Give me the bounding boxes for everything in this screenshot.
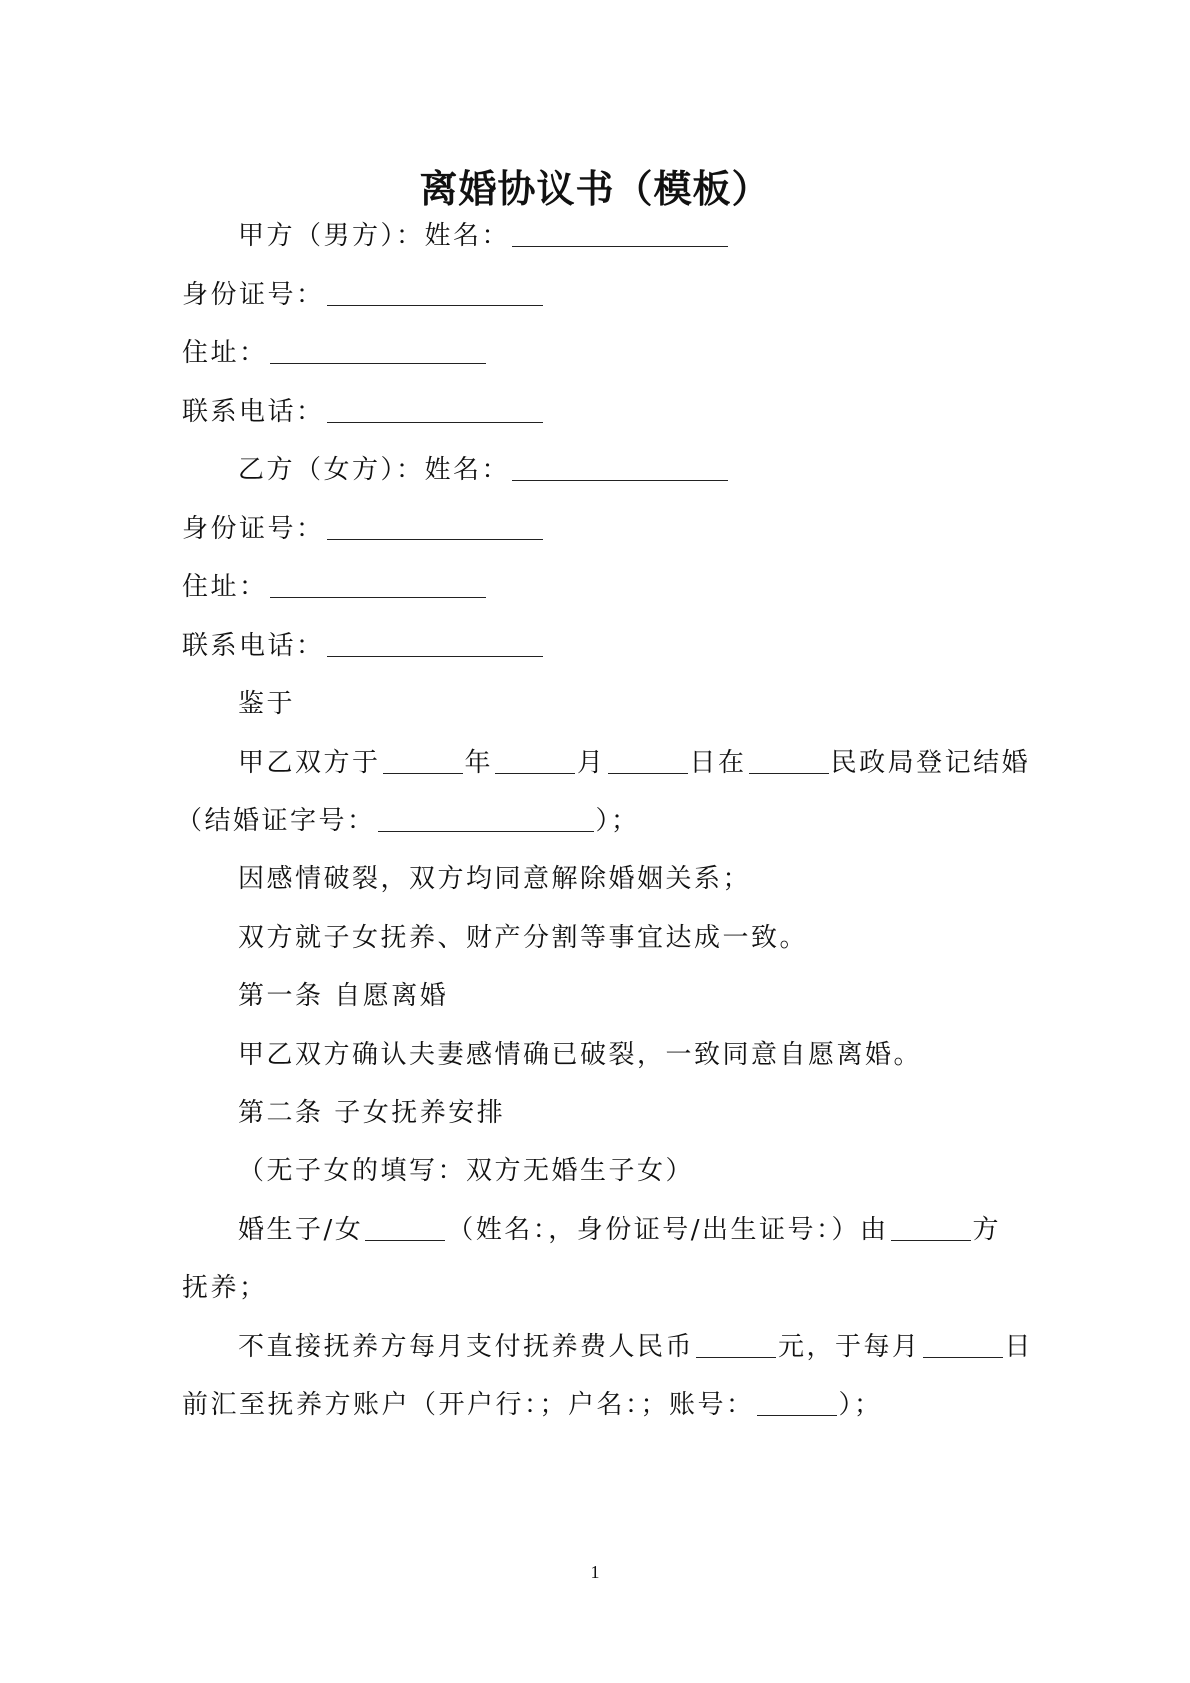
child-blank — [365, 1216, 445, 1241]
party-a-address-line — [182, 336, 488, 370]
reason-line-2: 双方就子女抚养、财产分割等事宜达成一致。 — [238, 923, 809, 953]
support-day-blank — [923, 1333, 1003, 1358]
support-middle: 元，于每月 — [778, 1332, 921, 1362]
party-a-phone-line — [182, 395, 545, 429]
party-b-name-blank — [512, 456, 728, 481]
child-support-line — [238, 1330, 1033, 1364]
party-a-phone-blank — [327, 398, 543, 423]
marriage-line — [238, 746, 1030, 780]
party-a-id-line — [182, 278, 545, 312]
child-suffix: 方 — [972, 1215, 1002, 1245]
party-b-id-line — [182, 512, 545, 546]
marriage-cert-blank — [378, 807, 594, 832]
child-custody-line — [238, 1213, 1001, 1247]
party-b-name-label: 乙方（女方）：姓名： — [238, 455, 511, 485]
marriage-cert-line — [176, 804, 640, 838]
marriage-bureau-label: 民政局登记结婚 — [830, 748, 1031, 778]
custody-party-blank — [891, 1216, 971, 1241]
party-b-phone-blank — [327, 632, 543, 657]
party-a-address-label: 住址： — [182, 338, 268, 368]
support-amount-blank — [696, 1333, 776, 1358]
party-a-id-blank — [327, 281, 543, 306]
marriage-prefix: 甲乙双方于 — [238, 748, 381, 778]
marriage-cert-suffix: ）； — [595, 806, 640, 836]
document-title: 离婚协议书（模板） — [419, 167, 771, 211]
reason-line-1: 因感情破裂，双方均同意解除婚姻关系； — [238, 864, 752, 894]
marriage-month-blank — [495, 749, 575, 774]
article-2-heading: 第二条 子女抚养安排 — [238, 1098, 506, 1128]
article-1-body: 甲乙双方确认夫妻感情确已破裂，一致同意自愿离婚。 — [238, 1040, 923, 1070]
party-b-phone-line — [182, 629, 545, 663]
marriage-year-label: 年 — [464, 748, 494, 778]
party-a-name-blank — [512, 222, 728, 247]
support-account-line — [182, 1388, 883, 1422]
child-prefix: 婚生子/女 — [238, 1215, 364, 1245]
party-b-name-line — [238, 453, 730, 487]
account-number-blank — [757, 1391, 837, 1416]
marriage-cert-prefix: （结婚证字号： — [176, 806, 376, 836]
marriage-day-label: 日在 — [689, 748, 747, 778]
page-number: 1 — [590, 1562, 600, 1582]
marriage-day-blank — [608, 749, 688, 774]
party-b-address-blank — [270, 573, 486, 598]
support-suffix: 日 — [1004, 1332, 1034, 1362]
marriage-bureau-blank — [749, 749, 829, 774]
article-2-note: （无子女的填写：双方无婚生子女） — [238, 1156, 695, 1186]
article-1-heading: 第一条 自愿离婚 — [238, 981, 449, 1011]
party-b-id-blank — [327, 515, 543, 540]
marriage-month-label: 月 — [577, 748, 606, 778]
child-middle: （姓名：，身份证号/出生证号：）由 — [447, 1215, 889, 1245]
party-a-name-line — [238, 219, 730, 253]
party-b-phone-label: 联系电话： — [182, 631, 325, 661]
marriage-year-blank — [383, 749, 463, 774]
support-prefix: 不直接抚养方每月支付抚养费人民币 — [238, 1332, 695, 1362]
account-suffix: ）； — [838, 1390, 883, 1420]
party-a-address-blank — [270, 339, 486, 364]
account-prefix: 前汇至抚养方账户（开户行：；户名：；账号： — [182, 1390, 755, 1420]
party-b-id-label: 身份证号： — [182, 514, 325, 544]
whereas-line: 鉴于 — [238, 689, 296, 719]
child-custody-line-2: 抚养； — [182, 1273, 268, 1303]
party-a-phone-label: 联系电话： — [182, 397, 325, 427]
party-a-id-label: 身份证号： — [182, 280, 325, 310]
party-b-address-line — [182, 570, 488, 604]
party-a-name-label: 甲方（男方）：姓名： — [238, 221, 511, 251]
party-b-address-label: 住址： — [182, 572, 268, 602]
